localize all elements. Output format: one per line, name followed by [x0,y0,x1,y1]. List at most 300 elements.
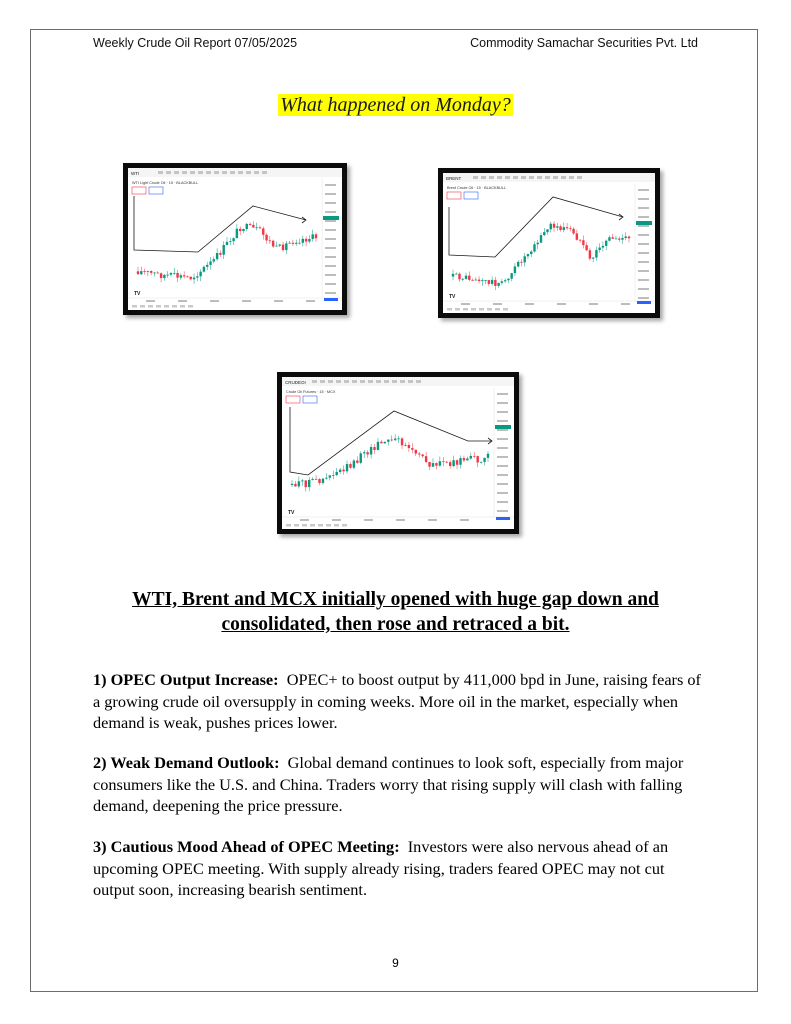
chart-symbol: WTI [131,171,140,176]
candle-body [612,237,614,238]
toolbar-button [376,380,381,383]
price-tick [325,256,336,258]
price-tick [325,283,336,285]
price-tick [638,261,649,263]
candle-body [366,452,368,454]
range-button [156,305,161,308]
last-price-label [495,425,511,429]
candle-body [566,227,568,228]
candle-body [246,224,248,229]
candle-body [618,239,620,240]
candle-body [275,246,277,247]
candle-body [332,475,334,476]
candle-body [312,234,314,239]
last-price-label [636,221,652,225]
toolbar-button [400,380,405,383]
range-button [455,308,460,311]
candle-body [563,227,565,230]
toolbar-button [214,171,219,174]
range-button [447,308,452,311]
page-number: 9 [392,956,399,970]
candle-body [147,271,149,272]
toolbar-button [206,171,211,174]
candle-body [373,447,375,450]
candle-body [262,228,264,234]
candle-body [439,461,441,465]
candle-body [360,453,362,462]
time-tick [210,300,219,302]
candle-body [621,238,623,240]
candle-body [527,254,529,256]
time-badge [496,517,510,520]
candle-body [483,458,485,462]
candle-body [143,271,145,272]
candle-body [605,241,607,246]
candle-body [298,243,300,244]
candle-body [349,464,351,468]
candle-body [236,229,238,238]
candle-body [615,239,617,240]
candle-body [446,462,448,463]
candle-body [356,461,358,463]
candle-body [595,250,597,258]
price-tick [325,220,336,222]
toolbar-button [328,380,333,383]
time-tick [274,300,283,302]
price-tick [325,247,336,249]
candle-body [322,479,324,483]
price-tick [638,225,649,227]
toolbar-button [368,380,373,383]
candle-body [428,462,430,467]
toolbar-button [529,176,534,179]
candle-body [206,265,208,267]
toolbar-button [344,380,349,383]
candle-body [315,479,317,480]
candle-body [291,484,293,485]
candle-body [339,470,341,472]
candle-body [157,273,159,274]
time-tick [396,519,405,521]
candle-body [153,273,155,274]
toolbar-button [222,171,227,174]
candle-body [288,243,290,244]
toolbar-button [312,380,317,383]
range-button [164,305,169,308]
section-question [0,94,791,117]
candle-body [524,256,526,262]
candle-body [252,225,254,228]
candle-body [370,447,372,454]
price-tick [638,216,649,218]
time-tick [428,519,437,521]
range-button [148,305,153,308]
candle-body [476,456,478,462]
candle-body [585,245,587,250]
candle-body [517,262,519,267]
wti-chart-screenshot [123,163,347,315]
candle-body [294,484,296,487]
candle-body [507,279,509,280]
candle-body [501,281,503,283]
candle-body [336,472,338,475]
price-tick [497,393,508,395]
price-tick [497,447,508,449]
candle-body [579,240,581,241]
candle-body [346,464,348,471]
candle-body [456,460,458,465]
headline-line-2: consolidated, then rose and retraced a bit. [221,614,570,635]
candle-body [432,463,434,467]
toolbar-button [230,171,235,174]
toolbar-button [246,171,251,174]
range-button [172,305,177,308]
candle-body [465,276,467,279]
toolbar-button [262,171,267,174]
candle-body [311,479,313,480]
candle-body [377,442,379,450]
candle-body [435,463,437,466]
candle-body [582,240,584,245]
candle-body [259,227,261,228]
time-tick [306,300,315,302]
candle-body [411,448,413,450]
candle-body [478,280,480,281]
toolbar-button [392,380,397,383]
candle-body [387,440,389,442]
range-button [503,308,508,311]
range-button [302,524,307,527]
candle-body [193,278,195,280]
point-text: Global demand continues to look soft, especially from major consumers like the U.S. and China. Traders worry that rising supply will clash with falling demand, deepening the price pressure. [93,753,684,815]
range-button [140,305,145,308]
range-button [318,524,323,527]
last-price-label [323,216,339,220]
time-tick [621,303,630,305]
time-tick [178,300,187,302]
brent-chart-svg [443,173,655,313]
candle-body [592,258,594,259]
candle-body [301,480,303,481]
toolbar-button [174,171,179,174]
brent-chart-screenshot [438,168,660,318]
candle-body [497,283,499,286]
candle-body [425,456,427,462]
candle-body [173,273,175,274]
arrow-head-icon [302,217,306,223]
price-tick [497,456,508,458]
buy-box [464,192,478,199]
candle-body [559,226,561,230]
candle-body [442,461,444,462]
candle-body [353,461,355,468]
toolbar-button [238,171,243,174]
toolbar-button [320,380,325,383]
headline-line-1: WTI, Brent and MCX initially opened with huge gap down and [132,589,659,610]
candle-body [510,273,512,279]
range-button [180,305,185,308]
candle-body [543,232,545,235]
candle-body [203,267,205,272]
candle-body [546,229,548,232]
candle-body [342,470,344,472]
candle-body [556,226,558,227]
range-button [188,305,193,308]
tradingview-logo-icon: TV [134,291,141,297]
price-tick [497,411,508,413]
candle-body [292,243,294,244]
time-tick [460,519,469,521]
candle-body [190,277,192,280]
candle-body [285,243,287,250]
toolbar-button [360,380,365,383]
price-tick [497,474,508,476]
candle-body [213,259,215,261]
candle-body [196,276,198,277]
candle-body [242,229,244,231]
price-tick [638,270,649,272]
time-tick [146,300,155,302]
time-tick [242,300,251,302]
candle-body [226,242,228,245]
price-tick [325,184,336,186]
candle-body [530,252,532,255]
candle-body [471,280,473,281]
time-badge [324,298,338,301]
point-label: 3) Cautious Mood Ahead of OPEC Meeting: [93,837,400,856]
toolbar-button [505,176,510,179]
toolbar-button [473,176,478,179]
candle-body [421,455,423,457]
toolbar-button [545,176,550,179]
candle-body [232,238,234,241]
price-tick [638,252,649,254]
candle-body [272,241,274,247]
candle-body [488,280,490,284]
time-tick [332,519,341,521]
toolbar-button [336,380,341,383]
candle-body [305,480,307,487]
point-opec-output [93,669,703,734]
toolbar-button [537,176,542,179]
candle-body [481,280,483,281]
candle-body [137,271,139,274]
candle-body [487,454,489,458]
range-button [326,524,331,527]
candle-body [186,276,188,277]
price-tick [497,429,508,431]
range-button [294,524,299,527]
candle-body [553,224,555,228]
candle-body [216,253,218,259]
range-button [334,524,339,527]
toolbar-button [497,176,502,179]
toolbar-button [481,176,486,179]
candle-body [520,262,522,263]
candle-body [308,239,310,242]
candle-body [540,235,542,243]
point-label: 1) OPEC Output Increase: [93,670,279,689]
range-button [342,524,347,527]
candle-body [318,479,320,483]
point-opec-meeting [93,836,703,901]
candle-body [533,244,535,251]
candle-body [170,273,172,275]
mcx-chart-screenshot [277,372,519,534]
time-tick [461,303,470,305]
point-text: OPEC+ to boost output by 411,000 bpd in June, raising fears of a growing crude oil oversupply in coming weeks. More oil in the market, especially when demand is weak, pushes prices lower. [93,670,701,732]
candle-body [160,273,162,278]
candle-body [504,280,506,281]
chart-symbol: BRENT [446,176,462,181]
candle-body [463,458,465,460]
candle-body [602,246,604,248]
tradingview-logo-icon: TV [288,510,295,516]
candle-body [183,275,185,276]
candle-body [408,445,410,448]
toolbar-button [190,171,195,174]
sell-box [132,187,146,194]
candle-body [569,228,571,229]
price-tick [497,510,508,512]
candle-body [391,440,393,441]
mcx-chart-svg [282,377,514,529]
candle-body [401,438,403,445]
toolbar-button [198,171,203,174]
candle-body [249,224,251,225]
candle-body [329,475,331,477]
buy-box [149,187,163,194]
price-tick [325,265,336,267]
toolbar-button [166,171,171,174]
candle-body [470,456,472,459]
price-tick [497,465,508,467]
candle-body [384,442,386,443]
candle-body [282,245,284,250]
candle-body [140,271,142,274]
candle-body [494,280,496,286]
candle-body [452,460,454,466]
price-tick [638,243,649,245]
toolbar-button [182,171,187,174]
candle-body [459,458,461,465]
candle-body [491,280,493,284]
candle-body [589,250,591,258]
candle-body [150,271,152,273]
candle-body [229,241,231,242]
company-name-header: Commodity Samachar Securities Pvt. Ltd [470,36,698,50]
price-tick [497,402,508,404]
question-highlight: What happened on Monday? [280,94,511,116]
candle-body [269,240,271,241]
candle-body [458,274,460,280]
toolbar-button [408,380,413,383]
time-badge [637,301,651,304]
candle-body [166,275,168,276]
candle-body [302,239,304,243]
summary-headline [0,587,791,637]
toolbar-button [561,176,566,179]
point-weak-demand [93,752,703,817]
time-tick [364,519,373,521]
candle-body [475,280,477,281]
sell-box [286,396,300,403]
candle-body [308,480,310,487]
candle-body [176,273,178,278]
report-title-header: Weekly Crude Oil Report 07/05/2025 [93,36,298,50]
toolbar-button [158,171,163,174]
candle-body [598,248,600,250]
price-tick [325,238,336,240]
price-tick [497,501,508,503]
candle-body [628,237,630,239]
price-tick [638,288,649,290]
candle-body [404,445,406,446]
chart-title: WTI Light Crude Oil · 15 · BLACKBULL [132,181,199,185]
price-tick [497,420,508,422]
toolbar-button [352,380,357,383]
chart-title: Crude Oil Futures · 15 · MCX [286,390,336,394]
candle-body [255,227,257,228]
time-tick [557,303,566,305]
price-tick [638,198,649,200]
price-tick [638,297,649,299]
range-button [495,308,500,311]
toolbar-button [384,380,389,383]
price-tick [325,202,336,204]
price-tick [325,274,336,276]
range-button [463,308,468,311]
toolbar-button [577,176,582,179]
candle-body [305,239,307,242]
candle-body [576,233,578,239]
candle-body [480,462,482,463]
price-tick [638,189,649,191]
price-tick [497,438,508,440]
candle-body [163,275,165,278]
wti-chart-svg [128,168,342,310]
sell-box [447,192,461,199]
range-button [286,524,291,527]
point-text: Investors were also nervous ahead of an upcoming OPEC meeting. With supply already rising, traders feared OPEC may not cut output soon, increasing bearish sentiment. [93,837,669,899]
price-tick [325,211,336,213]
price-tick [325,292,336,294]
time-tick [493,303,502,305]
candle-body [180,275,182,277]
price-tick [497,483,508,485]
toolbar-button [553,176,558,179]
candle-body [537,243,539,245]
toolbar-button [254,171,259,174]
price-tick [638,234,649,236]
candle-body [298,481,300,486]
point-label: 2) Weak Demand Outlook: [93,753,280,772]
price-tick [325,229,336,231]
candle-body [239,229,241,231]
candle-body [550,224,552,230]
trend-annotation [449,197,623,257]
range-button [132,305,137,308]
trend-annotation [134,196,306,252]
candle-body [295,243,297,244]
candle-body [418,454,420,455]
candle-body [380,442,382,443]
toolbar-button [521,176,526,179]
time-tick [525,303,534,305]
candle-body [325,478,327,479]
candle-body [394,439,396,441]
time-tick [300,519,309,521]
